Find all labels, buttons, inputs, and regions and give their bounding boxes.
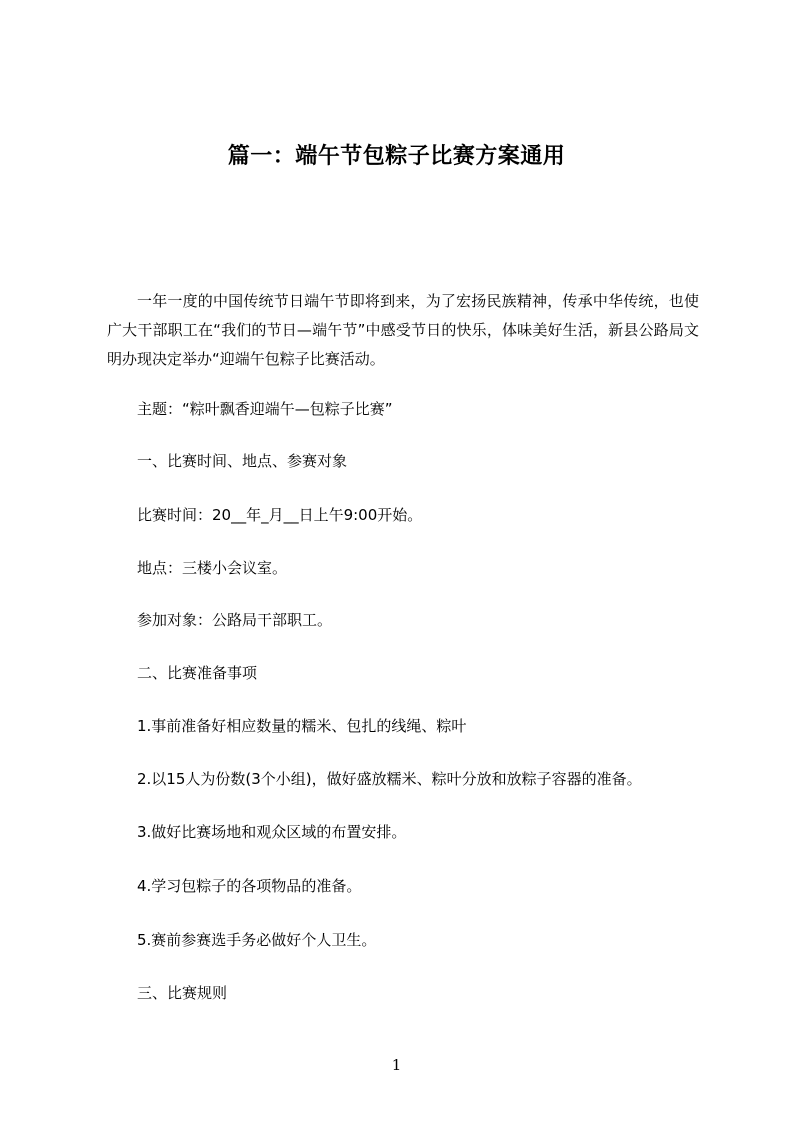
section-heading-time-place: 一、比赛时间、地点、参赛对象 [137,452,348,470]
competition-participants: 参加对象：公路局干部职工。 [137,611,333,629]
page-number: 1 [391,1056,402,1074]
section-heading-rules: 三、比赛规则 [137,984,228,1002]
intro-paragraph: 一年一度的中国传统节日端午节即将到来，为了宏扬民族精神，传承中华传统，也使广大干部职工在“我们的节日—端午节”中感受节日的快乐，体味美好生活，新县公路局文明办现决定举办“迎端午包粽子比赛活动。 [107,292,699,368]
prep-item: 5.赛前参赛选手务必做好个人卫生。 [137,931,377,949]
prep-item: 3.做好比赛场地和观众区域的布置安排。 [137,823,407,841]
document-title: 篇一：端午节包粽子比赛方案通用 [227,144,566,169]
competition-place: 地点：三楼小会议室。 [137,559,288,577]
section-heading-preparation: 二、比赛准备事项 [137,664,258,682]
prep-item: 4.学习包粽子的各项物品的准备。 [137,877,362,895]
prep-item: 1.事前准备好相应数量的糯米、包扎的线绳、粽叶 [137,717,467,735]
theme-line: 主题：“粽叶飘香迎端午—包粽子比赛” [137,400,393,418]
prep-item: 2.以15人为份数(3个小组)，做好盛放糯米、粽叶分放和放粽子容器的准备。 [137,770,642,788]
competition-time: 比赛时间：20__年_月__日上午9:00开始。 [137,506,423,524]
